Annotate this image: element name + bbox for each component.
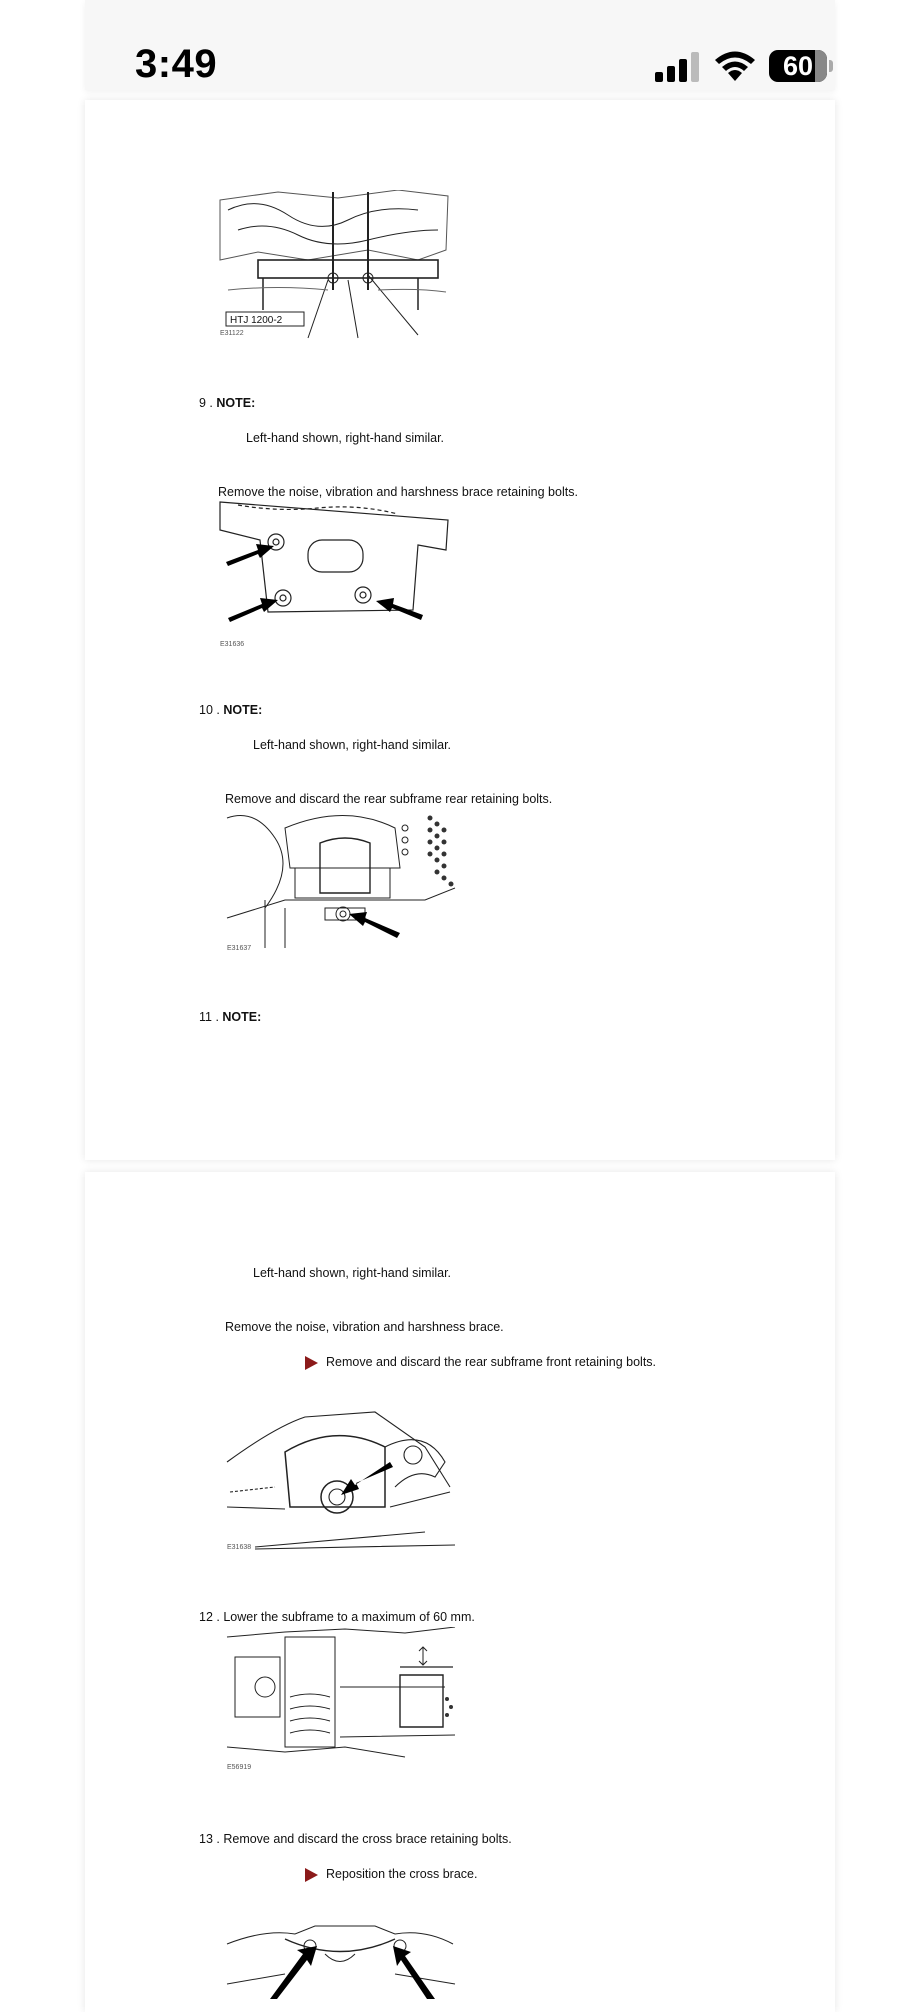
step-13-instruction: 13 . Remove and discard the cross brace retaining bolts.: [199, 1832, 512, 1846]
figure-label: HTJ 1200-2: [230, 315, 283, 326]
note-label: NOTE:: [223, 703, 263, 717]
figure-code: E31638: [227, 1544, 252, 1551]
figure-lower-subframe: [225, 1627, 457, 1772]
figure-front-retaining-bolts: [225, 1407, 457, 1552]
arrow-bullet-icon: [305, 1868, 318, 1882]
status-bar: [85, 0, 835, 90]
note-text: Left-hand shown, right-hand similar.: [253, 1266, 452, 1280]
cellular-signal-icon: [653, 52, 703, 82]
document-page-2: [85, 1172, 835, 2012]
figure-code: E31122: [220, 330, 244, 337]
note-label: NOTE:: [216, 396, 256, 410]
step-9-instruction: Remove the noise, vibration and harshness brace retaining bolts.: [218, 485, 578, 499]
step-13-sub-instruction: Reposition the cross brace.: [326, 1867, 478, 1881]
document-page-1: [85, 100, 835, 1160]
clock: 3:49: [135, 42, 218, 86]
battery-tip: [829, 60, 833, 72]
step-12-instruction: 12 . Lower the subframe to a maximum of 60 mm.: [199, 1610, 475, 1624]
note-label: NOTE:: [222, 1010, 262, 1024]
arrow-bullet-icon: [305, 1356, 318, 1370]
step-10-instruction: Remove and discard the rear subframe rear retaining bolts.: [225, 792, 553, 806]
figure-cross-brace: [225, 1924, 457, 1999]
figure-code: E56919: [227, 1764, 252, 1771]
figure-nvh-brace-bolts: [218, 500, 450, 650]
figure-code: E31637: [227, 945, 252, 952]
step-11-number: 11 . NOTE:: [199, 1010, 262, 1024]
figure-htj-1200-2: [218, 190, 450, 340]
step-11-instruction: Remove the noise, vibration and harshness brace.: [225, 1320, 504, 1334]
note-text: Left-hand shown, right-hand similar.: [246, 431, 445, 445]
step-11-sub-instruction: Remove and discard the rear subframe front retaining bolts.: [326, 1355, 657, 1369]
step-10-number: 10 . NOTE:: [199, 703, 263, 717]
note-text: Left-hand shown, right-hand similar.: [253, 738, 452, 752]
battery-level: 60: [782, 51, 814, 81]
battery-icon: [769, 50, 827, 82]
figure-code: E31636: [220, 641, 245, 648]
figure-rear-retaining-bolts: [225, 808, 457, 953]
step-9-number: 9 . NOTE:: [199, 396, 256, 410]
wifi-icon: [713, 50, 757, 82]
